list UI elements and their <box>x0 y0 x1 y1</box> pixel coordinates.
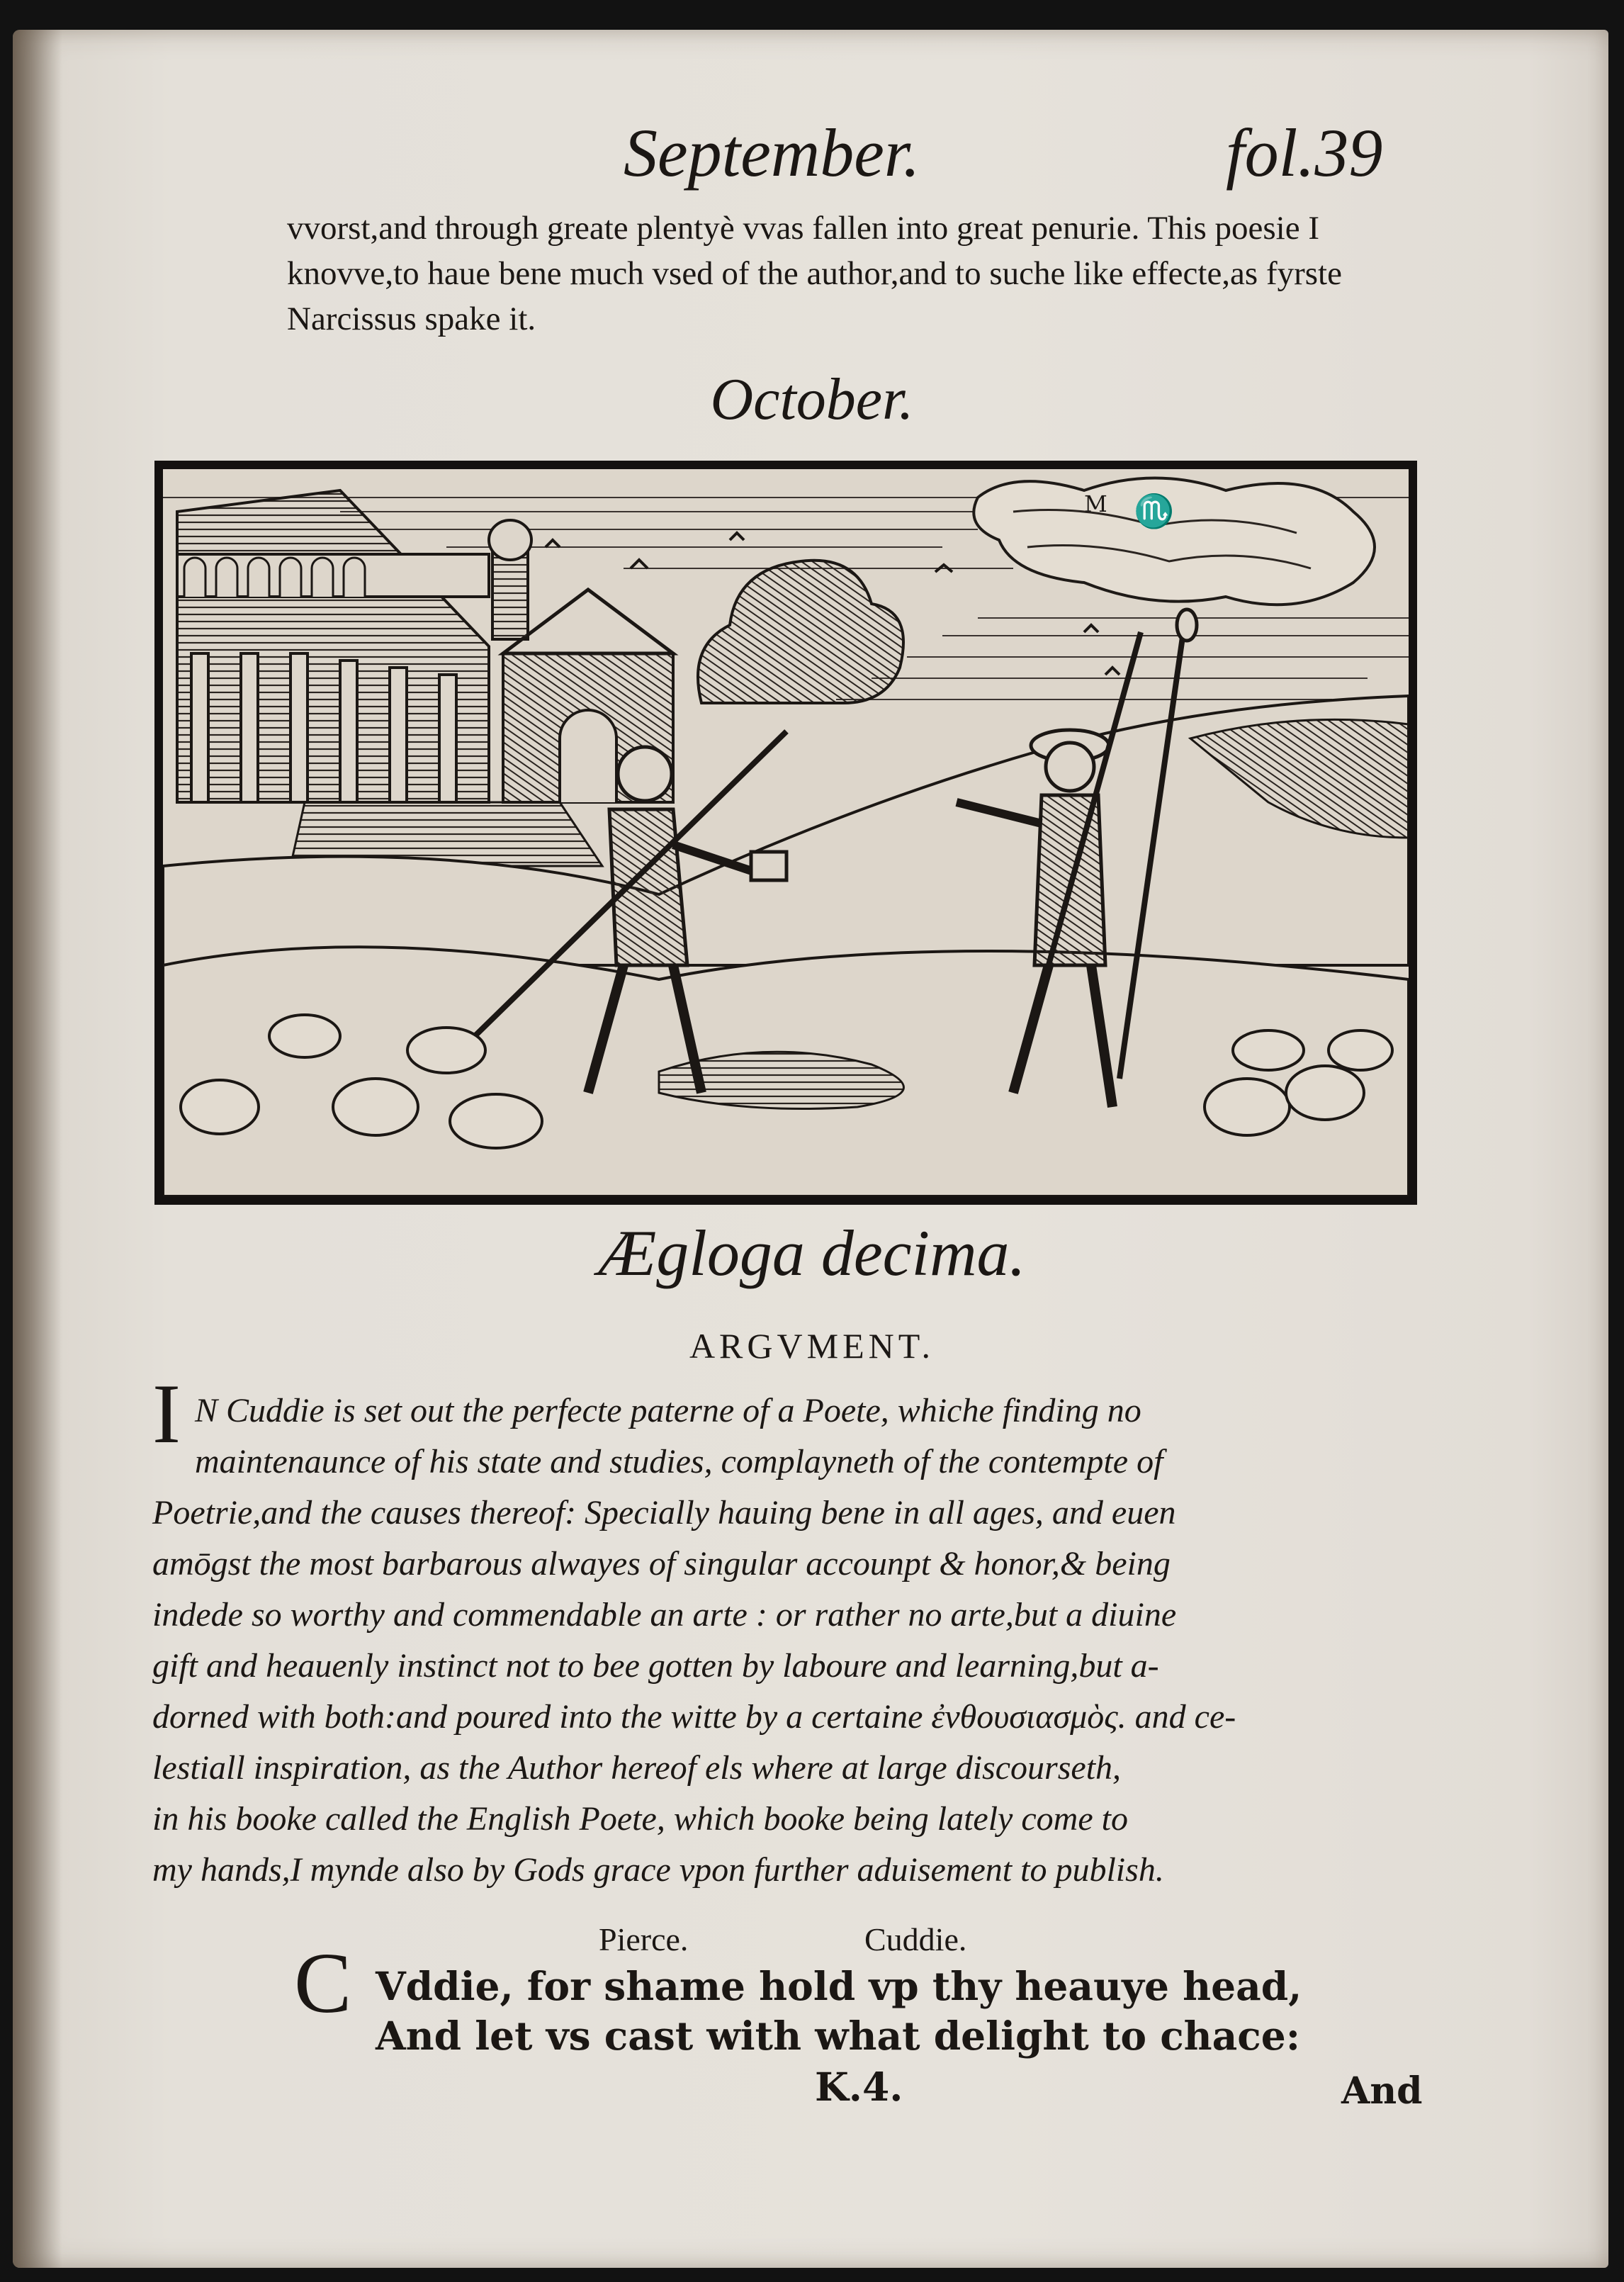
zodiac-scorpio-icon: ♏ <box>1134 492 1175 530</box>
argument-line: lestiall inspiration, as the Author hereof els where at large discourseth, <box>152 1749 1122 1787</box>
verse-line: Vddie, for shame hold vp thy heauye head, <box>376 1963 1302 2009</box>
argument-line: dorned with both:and poured into the witte by a certaine ἐνθουσιασμὸς. and ce- <box>152 1698 1236 1736</box>
text-line: knovve,to haue bene much vsed of the author,and to suche like effecte,as fyrste <box>287 255 1342 292</box>
folio-number: fol.39 <box>1226 115 1383 191</box>
zodiac-mark: M <box>1084 490 1107 517</box>
text-line: vvorst,and through greate plentyè vvas fallen into great penurie. This poesie I <box>287 210 1319 247</box>
speaker-pierce: Pierce. <box>599 1921 689 1957</box>
verse-line: And let vs cast with what delight to chace: <box>376 2013 1301 2059</box>
argument-line: in his booke called the English Poete, which booke being lately come to <box>152 1800 1128 1838</box>
month-title: October. <box>710 366 914 432</box>
eclogue-title: Ægloga decima. <box>598 1217 1026 1289</box>
running-title: September. <box>624 115 920 191</box>
verse-drop-cap: C <box>294 1935 352 2031</box>
argument-line: gift and heauenly instinct not to bee gotten by laboure and learning,but a- <box>152 1647 1159 1685</box>
woodcut-illustration <box>154 461 1417 1205</box>
argument-heading: ARGVMENT. <box>689 1326 935 1366</box>
signature-mark: K.4. <box>815 2064 903 2110</box>
argument-line: indede so worthy and commendable an arte : or rather no arte,but a diuine <box>152 1596 1177 1634</box>
argument-drop-cap: I <box>152 1366 181 1461</box>
argument-line: N Cuddie is set out the perfecte paterne of a Poete, whiche finding no <box>195 1392 1141 1429</box>
argument-line: amōgst the most barbarous alwayes of singular accounpt & honor,& being <box>152 1545 1171 1583</box>
catchword: And <box>1341 2069 1423 2113</box>
verse-block <box>376 1962 1302 2061</box>
tree-cluster <box>698 561 903 703</box>
argument-line: Poetrie,and the causes thereof: Specially hauing bene in all ages, and euen <box>152 1494 1176 1531</box>
september-text-block <box>287 206 1342 342</box>
text-line: Narcissus spake it. <box>287 300 536 337</box>
speaker-cuddie: Cuddie. <box>864 1921 967 1957</box>
argument-line: my hands,I mynde also by Gods grace vpon further aduisement to publish. <box>152 1851 1164 1889</box>
woodcut-image <box>163 469 1409 1196</box>
argument-line: maintenaunce of his state and studies, complayneth of the contempte of <box>195 1443 1163 1480</box>
argument-text-block <box>152 1386 1428 1896</box>
